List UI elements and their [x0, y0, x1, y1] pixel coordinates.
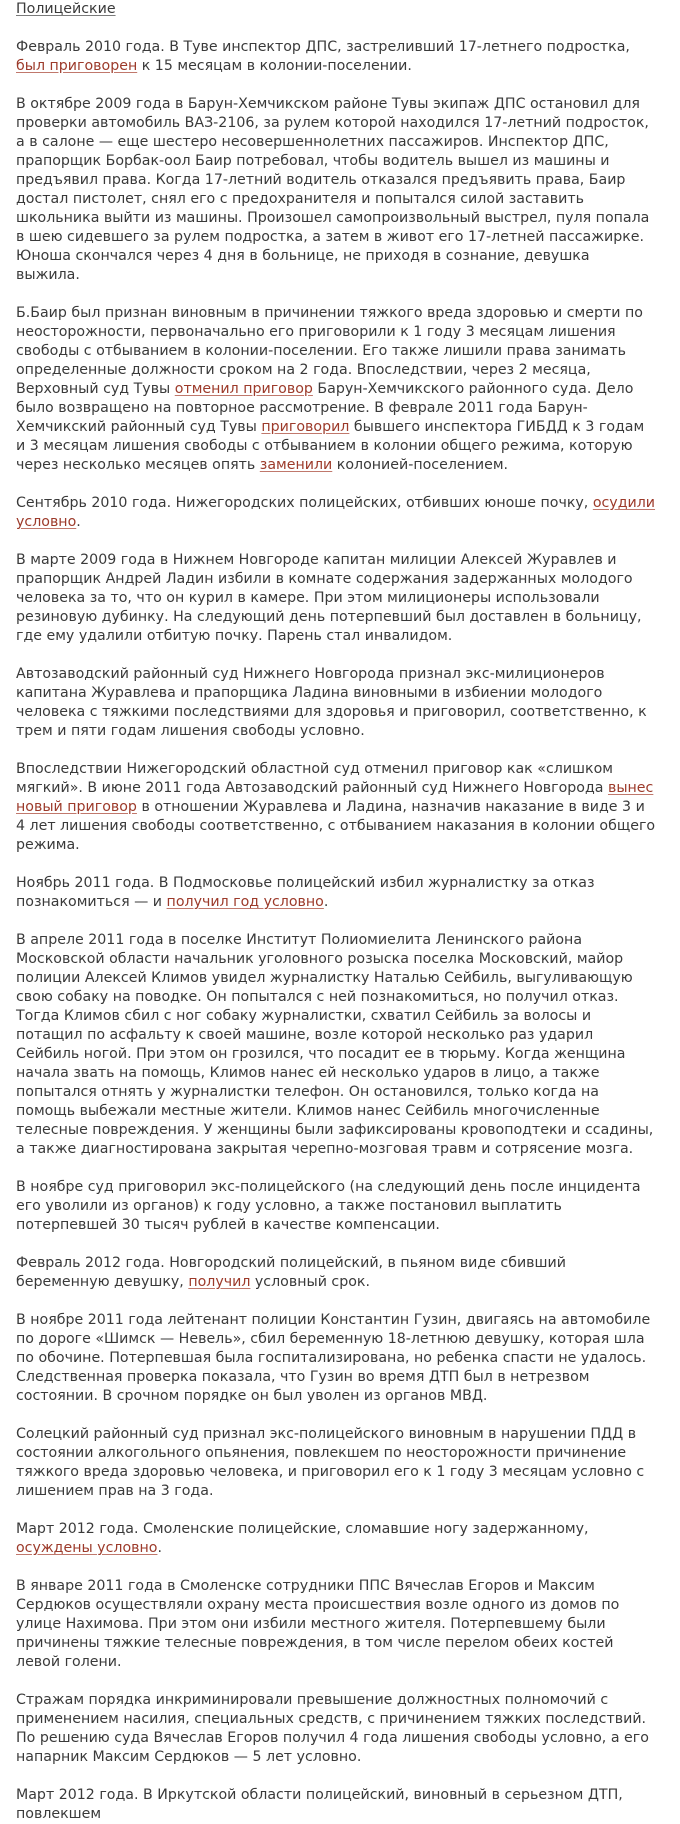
paragraph-text: Март 2012 года. В Иркутской области полицейский, виновный в серьезном ДТП, повлекшем	[16, 1787, 623, 1822]
paragraph-text: Б.Баир был признан виновным в причинении тяжкого вреда здоровью и смерти по неосторожности, первоначально его приговорили к 1 году 3 месяцам лишения свободы с отбыванием в колонии-поселении. Его также лишили права занимать определенные должности сроком на 2 года. Впоследствии, через 2 месяца, Верховный суд Тувы	[16, 305, 643, 397]
paragraph-text: .	[157, 1540, 162, 1556]
paragraph-text: Сентябрь 2010 года. Нижегородских полицейских, отбивших юноше почку,	[16, 495, 593, 511]
article-paragraph	[16, 760, 656, 855]
paragraph-text: Барун-Хемчикского районного суда. Дело было возвращено на повторное рассмотрение. В феврале 2011 года Барун-Хемчикский районный суд Тувы	[16, 381, 634, 435]
paragraph-text: в отношении Журавлева и Ладина, назначив наказание в виде 3 и 4 лет лишения свободы соответственно, с отбыванием наказания в колонии общего режима.	[16, 799, 656, 853]
article-paragraph	[16, 1691, 656, 1767]
article-paragraph	[16, 1577, 656, 1672]
paragraph-text: к 15 месяцам в колонии-поселении.	[137, 58, 412, 74]
paragraph-text: .	[76, 514, 81, 530]
paragraph-text: В апреле 2011 года в поселке Институт Полиомиелита Ленинского района Московской области начальник уголовного розыска поселка Московский, майор полиции Алексей Климов увидел журналистку Наталью Сейбиль, выгуливающую свою собаку на поводке. Он попытался с ней познакомиться, но получил отказ. Тогда Климов сбил с ног собаку журналистки, схватил Сейбиль за волосы и потащил по асфальту к своей машине, возле которой несколько раз ударил Сейбиль ногой. При этом он грозился, что посадит ее в тюрьму. Когда женщина начала звать на помощь, Климов нанес ей несколько ударов в лицо, а также попытался отнять у журналистки телефон. Он остановился, только когда на помощь выбежали местные жители. Климов нанес Сейбиль многочисленные телесные повреждения. У женщины были зафиксированы кровоподтеки и ссадины, а также диагностирована закрытая черепно-мозговая травм и сотрясение мозга.	[16, 932, 654, 1157]
paragraph-text: Солецкий районный суд признал экс-полицейского виновным в нарушении ПДД в состоянии алкогольного опьянения, повлекшем по неосторожности причинение тяжкого вреда здоровью человека, и приговорил его к 1 году 3 месяцам условно с лишением прав на 3 года.	[16, 1426, 645, 1499]
paragraph-text: колонией-поселением.	[332, 457, 509, 473]
article-paragraph	[16, 931, 656, 1159]
paragraph-text: В январе 2011 года в Смоленске сотрудники ППС Вячеслав Егоров и Максим Сердюков осуществляли охрану места происшествия возле одного из домов по улице Нахимова. При этом они избили местного жителя. Потерпевшему были причинены тяжкие телесные повреждения, в том числе перелом обеих костей левой голени.	[16, 1578, 620, 1670]
paragraph-text: .	[323, 894, 329, 910]
inline-link[interactable]: осудили условно	[16, 495, 656, 530]
paragraph-text: В ноябре суд приговорил экс-полицейского (на следующий день после инцидента его уволили из органов) к году условно, а также постановил выплатить потерпевшей 30 тысяч рублей в качестве компенсации.	[16, 1179, 641, 1233]
paragraph-text: Март 2012 года. Смоленские полицейские, сломавшие ногу задержанному,	[16, 1521, 589, 1537]
paragraph-text: условный срок.	[250, 1274, 370, 1290]
inline-link[interactable]: заменили	[259, 457, 333, 473]
paragraph-text: Февраль 2010 года. В Туве инспектор ДПС, застреливший 17-летнего подростка,	[16, 39, 630, 55]
paragraph-text: В марте 2009 года в Нижнем Новгороде капитан милиции Алексей Журавлев и прапорщик Андрей Ладин избили в комнате содержания задержанных молодого человека за то, что он курил в камере. При этом милиционеры использовали резиновую дубинку. На следующий день потерпевший был доставлен в больницу, где ему удалили отбитую почку. Парень стал инвалидом.	[16, 552, 642, 644]
article-paragraph	[16, 38, 656, 76]
article-body	[16, 38, 656, 1824]
article-paragraph	[16, 95, 656, 285]
paragraph-text: Стражам порядка инкриминировали превышение должностных полномочий с применением насилия, специальных средств, с причинением тяжких последствий. По решению суда Вячеслав Егоров получил 4 года лишения свободы условно, а его напарник Максим Сердюков — 5 лет условно.	[16, 1692, 649, 1765]
paragraph-text: Впоследствии Нижегородский областной суд отменил приговор как «слишком мягкий». В июне 2011 года Автозаводский районный суд Нижнего Новгорода	[16, 761, 613, 796]
inline-link[interactable]: отменил приговор	[174, 381, 313, 397]
paragraph-text: Февраль 2012 года. Новгородский полицейский, в пьяном виде сбивший беременную девушку,	[16, 1255, 566, 1290]
inline-link[interactable]: осуждены условно	[16, 1540, 158, 1556]
paragraph-text: В ноябре 2011 года лейтенант полиции Константин Гузин, двигаясь на автомобиле по дороге «Шимск — Невель», сбил беременную 18-летнюю девушку, которая шла по обочине. Потерпевшая была госпитализирована, но ребенка спасти не удалось. Следственная проверка показала, что Гузин во время ДТП был в нетрезвом состоянии. В срочном порядке он был уволен из органов МВД.	[16, 1312, 651, 1404]
inline-link[interactable]: получил год условно	[166, 894, 324, 910]
article-paragraph	[16, 494, 656, 532]
article-paragraph	[16, 874, 656, 912]
inline-link[interactable]: вынес новый приговор	[16, 780, 654, 815]
article-paragraph	[16, 304, 656, 475]
article-paragraph	[16, 1311, 656, 1406]
article-title-link[interactable]: Полицейские	[16, 1, 116, 17]
inline-link[interactable]: приговорил	[261, 419, 350, 435]
article-paragraph	[16, 1786, 656, 1824]
inline-link[interactable]: получил	[188, 1274, 251, 1290]
paragraph-text: бывшего инспектора ГИБДД к 3 годам и 3 месяцам лишения свободы с отбыванием в колонии общего режима, которую через несколько месяцев опять	[16, 419, 645, 473]
article-paragraph	[16, 1254, 656, 1292]
article-paragraph	[16, 1425, 656, 1501]
article-paragraph	[16, 665, 656, 741]
paragraph-text: В октябре 2009 года в Барун-Хемчикском районе Тувы экипаж ДПС остановил для проверки автомобиль ВАЗ-2106, за рулем которой находился 17-летний подросток, а в салоне — еще шестеро несовершеннолетних пассажиров. Инспектор ДПС, прапорщик Борбак-оол Баир потребовал, чтобы водитель вышел из машины и предъявил права. Когда 17-летний водитель отказался предъявить права, Баир достал пистолет, снял его с предохранителя и попытался силой заставить школьника выйти из машины. Произошел самопроизвольный выстрел, пуля попала в шею сидевшего за рулем подростка, а затем в живот его 17-летней пассажирке. Юноша скончался через 4 дня в больнице, не приходя в сознание, девушка выжила.	[16, 96, 650, 283]
article-paragraph	[16, 1520, 656, 1558]
article-paragraph	[16, 551, 656, 646]
article-paragraph	[16, 1178, 656, 1235]
paragraph-text: Ноябрь 2011 года. В Подмосковье полицейский избил журналистку за отказ познакомиться — и	[16, 875, 595, 910]
paragraph-text: Автозаводский районный суд Нижнего Новгорода признал экс-милиционеров капитана Журавлева и прапорщика Ладина виновными в избиении молодого человека с тяжкими последствиями для здоровья и приговорил, соответственно, к трем и пяти годам лишения свободы условно.	[16, 666, 647, 739]
inline-link[interactable]: был приговорен	[16, 58, 138, 74]
